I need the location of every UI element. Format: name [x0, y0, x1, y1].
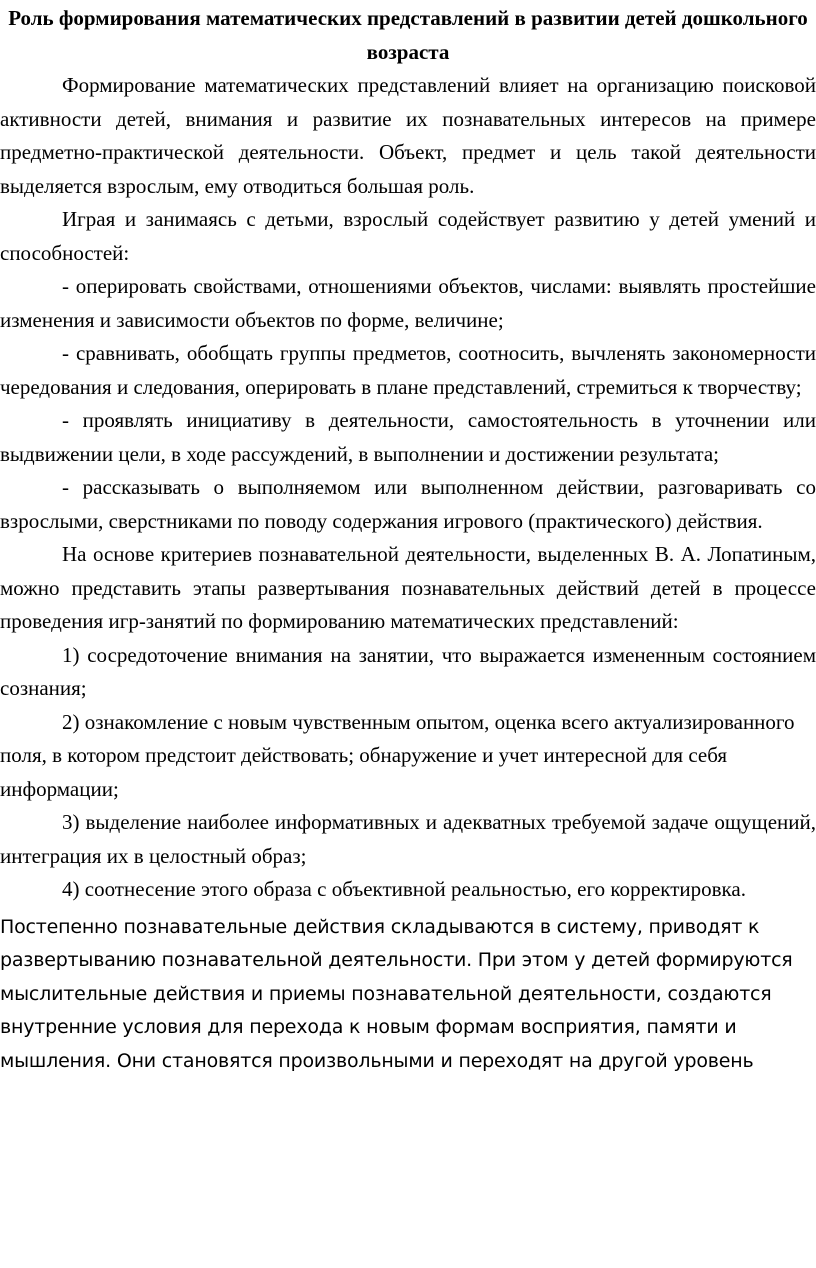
stage-item-1: 1) сосредоточение внимания на занятии, что выражается измененным состоянием сознания; [0, 642, 816, 700]
document-body [0, 2, 816, 907]
stage-item-2: 2) ознакомление с новым чувственным опытом, оценка всего актуализированного поля, в котором предстоит действовать; обнаружение и учет интересной для себя информации; [0, 709, 795, 801]
list-item-operate: - оперировать свойствами, отношениями объектов, числами: выявлять простейшие изменения и зависимости объектов по форме, величине; [0, 274, 816, 332]
list-item-compare: - сравнивать, обобщать группы предметов, соотносить, вычленять закономерности чередования и следования, оперировать в плане представлений, стремиться к творчеству; [0, 341, 816, 399]
stage-item-4: 4) соотнесение этого образа с объективной реальностью, его корректировка. [62, 877, 747, 901]
paragraph-stages-intro: На основе критериев познавательной деятельности, выделенных В. А. Лопатиным, можно представить этапы развертывания познавательных действий детей в процессе проведения игр-занятий по формированию математических представлений: [0, 542, 816, 633]
list-item-tell: - рассказывать о выполняемом или выполненном действии, разговаривать со взрослыми, сверстниками по поводу содержания игрового (практического) действия. [0, 475, 816, 533]
paragraph-intro: Формирование математических представлений влияет на организацию поисковой активности детей, внимания и развитие их познавательных интересов на примере предметно-практической деятельности. Объект, предмет и цель такой деятельности выделяется взрослым, ему отводиться большая роль. [0, 73, 816, 198]
closing-paragraph: Постепенно познавательные действия складываются в систему, приводят к развертыванию познавательной деятельности. При этом у детей формируются мыслительные действия и приемы познавательной деятельности, создаются внутренние условия для перехода к новым формам восприятия, памяти и мышления. Они становятся произвольными и переходят на другой уровень [0, 915, 793, 1072]
paragraph-skills-intro: Играя и занимаясь с детьми, взрослый содействует развитию у детей умений и способностей: [0, 207, 816, 265]
list-item-initiative: - проявлять инициативу в деятельности, самостоятельность в уточнении или выдвижении цели, в ходе рассуждений, в выполнении и достижении результата; [0, 408, 816, 466]
stage-item-3: 3) выделение наиболее информативных и адекватных требуемой задаче ощущений, интеграция их в целостный образ; [0, 810, 816, 868]
page-title: Роль формирования математических представлений в развитии детей дошкольного возраста [8, 6, 808, 64]
